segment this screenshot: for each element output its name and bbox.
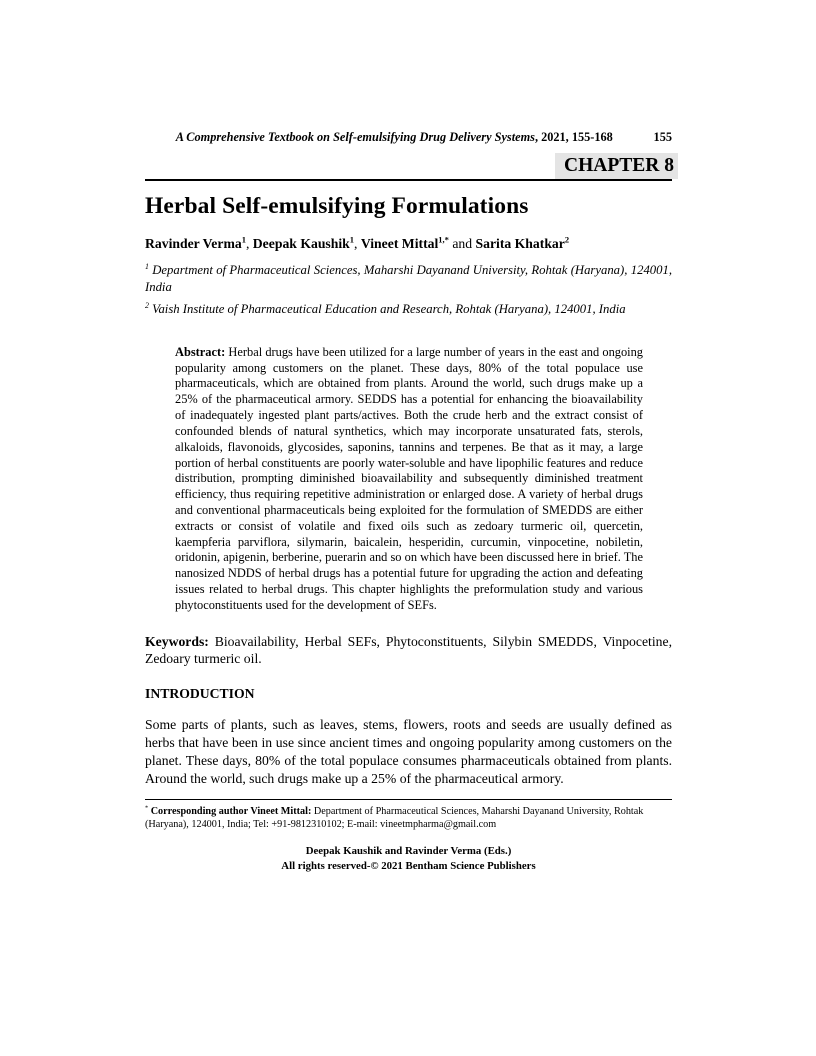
abstract-paragraph (175, 345, 643, 614)
footnote-marker: * (145, 804, 149, 812)
footnote-label: Corresponding author Vineet Mittal: (148, 805, 312, 817)
affiliation-1 (145, 262, 672, 296)
chapter-badge: CHAPTER 8 (555, 153, 678, 179)
keywords-label: Keywords: (145, 633, 209, 649)
affiliation-1-sup: 1 (145, 261, 149, 271)
introduction-paragraph: Some parts of plants, such as leaves, stems, flowers, roots and seeds are usually defined as herbs that have been in use since ancient times and ongoing popularity among customers on the planet. These days, 80% of the total populace consumes pharmaceuticals obtained from plants. Around the world, such drugs make up a 25% of the pharmaceutical armory. (145, 717, 672, 786)
affiliation-1-text: Department of Pharmaceutical Sciences, Maharshi Dayanand University, Rohtak (Haryana), 124001, India (145, 263, 672, 295)
author-name-1: Ravinder Verma (145, 236, 242, 252)
author-affil-sup-2: 1 (349, 234, 355, 245)
abstract-label: Abstract: (175, 344, 226, 359)
author-separator-1: , (245, 236, 253, 252)
chapter-title: Herbal Self-emulsifying Formulations (145, 193, 529, 220)
abstract-text: Herbal drugs have been utilized for a large number of years in the east and ongoing popularity among customers on the planet. These days, 80% of the total populace use pharmaceuticals, which are obtained from plants. Around the world, such drugs make up a 25% of the pharmaceutical armory. SEDDS has a potential for enhancing the bioavailability of inadequately ingested plant parts/actives. Both the crude herb and the extract consist of confounded blends of natural synthetics, which may incorporate unsaturated fats, sterols, alkaloids, flavonoids, glycosides, saponins, tannins and terpenes. Be that as it may, a large portion of herbal constituents are poorly water-soluble and have lipophilic features and reduce distribution, prompting diminished bioavailability and subsequently diminished treatment efficiency, thus requiring repetitive administration or enlarged dose. A variety of herbal drugs and conventional pharmaceuticals being exploited for the formulation of SMEDDS are either extracts or consist of volatile and fixed oils such as zedoary turmeric oil, quercetin, kaempferia parviflora, silymarin, baicalein, hesperidin, curcumin, vinpocetine, nobiletin, oridonin, apigenin, berberine, puerarin and so on which have been discussed here in brief. The nanosized NDDS of herbal drugs has a potential future for upgrading the action and defeating issues related to herbal drugs. This chapter highlights the preformulation study and various phytoconstituents used for the development of SEFs. (175, 344, 643, 612)
author-name-4: Sarita Khatkar (475, 236, 565, 252)
author-affil-sup-1: 1 (241, 234, 246, 245)
chapter-rule (145, 153, 672, 181)
corresponding-author-footnote (145, 799, 672, 832)
author-separator-2: , (354, 236, 361, 252)
keywords-text: Bioavailability, Herbal SEFs, Phytoconstituents, Silybin SMEDDS, Vinpocetine, Zedoary turmeric oil. (145, 633, 672, 667)
running-head (145, 130, 672, 146)
affiliation-2-text: Vaish Institute of Pharmaceutical Education and Research, Rohtak (Haryana), 124001, India (148, 301, 626, 316)
running-head-citation (145, 130, 644, 146)
affiliation-2-sup: 2 (145, 300, 149, 310)
author-affil-sup-4: 2 (564, 234, 570, 245)
footnote-text: Department of Pharmaceutical Sciences, Maharshi Dayanand University, Rohtak (Haryana), 124001, India; Tel: +91-9812310102; E-mail: vineetmpharma@gmail.com (145, 805, 644, 830)
affiliation-2 (145, 301, 672, 318)
book-title: A Comprehensive Textbook on Self-emulsifying Drug Delivery Systems (175, 130, 535, 144)
author-name-2: Deepak Kaushik (252, 236, 350, 252)
author-affil-sup-3: 1,* (438, 234, 449, 245)
author-name-3: Vineet Mittal (360, 236, 439, 252)
editors-line: Deepak Kaushik and Ravinder Verma (Eds.) (305, 845, 512, 858)
author-conjunction: and (448, 236, 476, 252)
page-number: 155 (653, 130, 672, 144)
copyright-line: All rights reserved-© 2021 Bentham Science Publishers (281, 859, 536, 872)
publisher-block (145, 844, 672, 873)
citation-suffix: , 2021, 155-168 (534, 130, 613, 144)
introduction-heading: INTRODUCTION (145, 686, 255, 702)
authors-line (145, 235, 672, 253)
keywords-paragraph (145, 633, 672, 669)
